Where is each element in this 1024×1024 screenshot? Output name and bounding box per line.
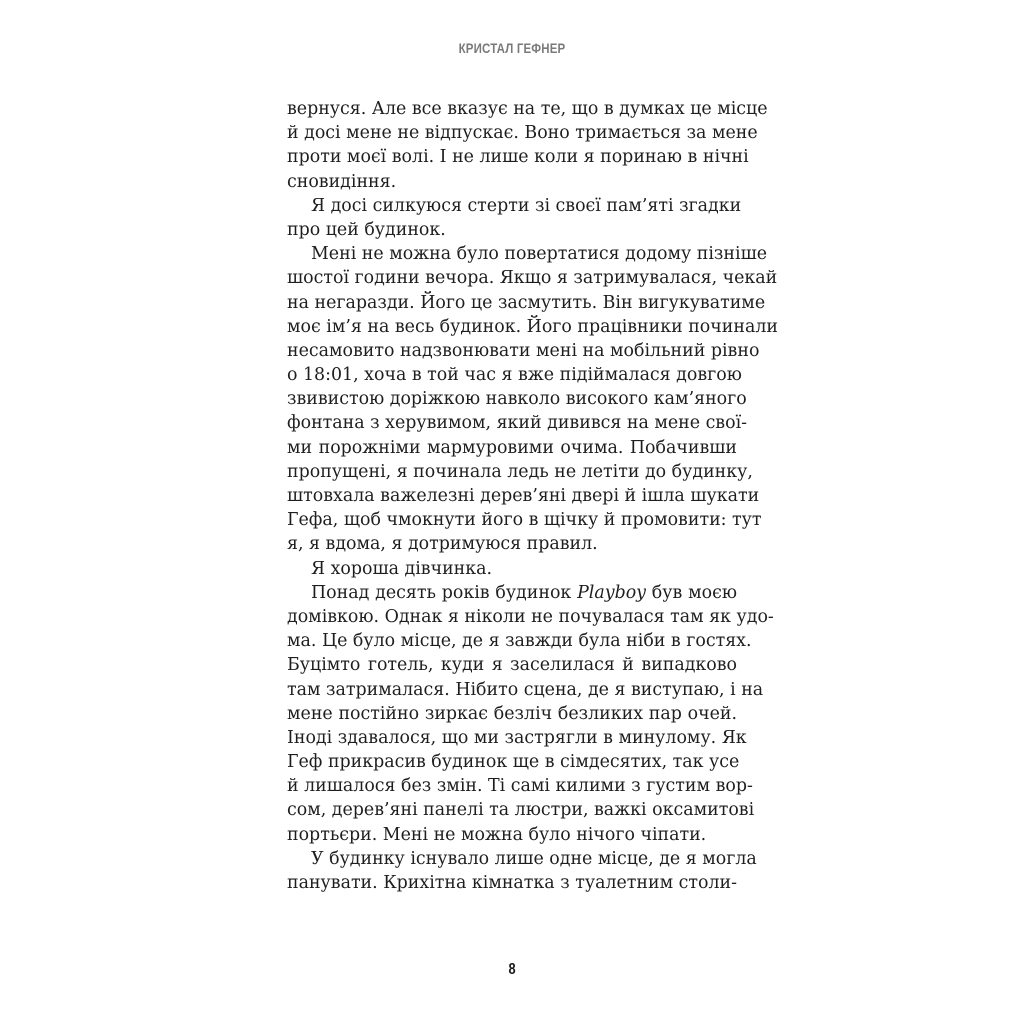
- body-text: [287, 97, 778, 895]
- text-line: звивистою доріжкою навколо високого кам’яного: [287, 389, 747, 410]
- text-line: я, я вдома, я дотримуюся правил.: [287, 534, 598, 555]
- paragraph-start-line: Я хороша дівчинка.: [311, 558, 493, 579]
- paragraph-start-line: Я досі силкуюся стерти зі своєї пам’яті згадки: [311, 195, 742, 216]
- text-line: на негаразди. Його це засмутить. Він вигукуватиме: [287, 292, 766, 313]
- text-line: ми порожніми мармуровими очима. Побачивши: [287, 437, 737, 458]
- text-line: сом, дерев’яні панелі та люстри, важкі оксамитові: [287, 800, 755, 821]
- text-line: шостої години вечора. Якщо я затримувалася, чекай: [287, 268, 778, 289]
- text-line: вернуся. Але все вказує на те, що в думках це місце: [287, 99, 768, 119]
- paragraph-start-line: У будинку існувало лише одне місце, де я могла: [311, 848, 757, 869]
- text-line: й лишалося без змін. Ті самі килими з густим вор-: [287, 776, 753, 797]
- text-line: о 18:01, хоча в той час я вже підіймалася довгою: [287, 365, 742, 386]
- text-line: домівкою. Однак я ніколи не почувалася там як удо-: [287, 606, 774, 627]
- text-line: Геф прикрасив будинок ще в сімдесятих, так усе: [287, 752, 740, 773]
- text-line: пропущені, я починала ледь не летіти до будинку,: [287, 461, 753, 482]
- text-line: Буцімто готель, куди я заселилася й випадково: [287, 655, 737, 676]
- text-line: портьєри. Мені не можна було нічого чіпати.: [287, 824, 707, 845]
- text-line: Іноді здавалося, що ми застрягли в минулому. Як: [287, 727, 747, 748]
- text-segment: Понад десять років будинок: [311, 582, 578, 603]
- running-head: КРИСТАЛ ГЕФНЕР: [458, 40, 566, 56]
- text-line: там затрималася. Нібито сцена, де я виступаю, і на: [287, 679, 764, 700]
- paragraph-start-line: Мені не можна було повертатися додому пізніше: [311, 244, 768, 265]
- text-line: сновидіння.: [287, 171, 397, 192]
- text-line: несамовито надзвонювати мені на мобільний рівно: [287, 340, 760, 361]
- text-line: проти моєї волі. І не лише коли я поринаю в нічні: [287, 147, 749, 168]
- text-line: моє ім’я на весь будинок. Його працівники починали: [287, 316, 778, 337]
- text-line: панувати. Крихітна кімнатка з туалетним столи-: [287, 873, 737, 893]
- text-line: про цей будинок.: [287, 219, 446, 240]
- text-line: мене постійно зиркає безліч безликих пар очей.: [287, 703, 737, 724]
- text-line: фонтана з херувимом, який дивився на мене свої-: [287, 413, 748, 434]
- text-line: й досі мене не відпускає. Воно тримається за мене: [287, 123, 758, 144]
- text-line: Гефа, щоб чмокнути його в щічку й промовити: тут: [287, 510, 762, 531]
- text-line: ма. Це було місце, де я завжди була ніби в гостях.: [287, 631, 752, 652]
- text-segment: був моєю: [646, 582, 737, 603]
- text-line: штовхала важелезні дерев’яні двері й ішла шукати: [287, 486, 760, 506]
- paragraph-start-line: [287, 581, 737, 605]
- italic-title: Playboy: [577, 582, 646, 603]
- page-number: 8: [508, 961, 516, 978]
